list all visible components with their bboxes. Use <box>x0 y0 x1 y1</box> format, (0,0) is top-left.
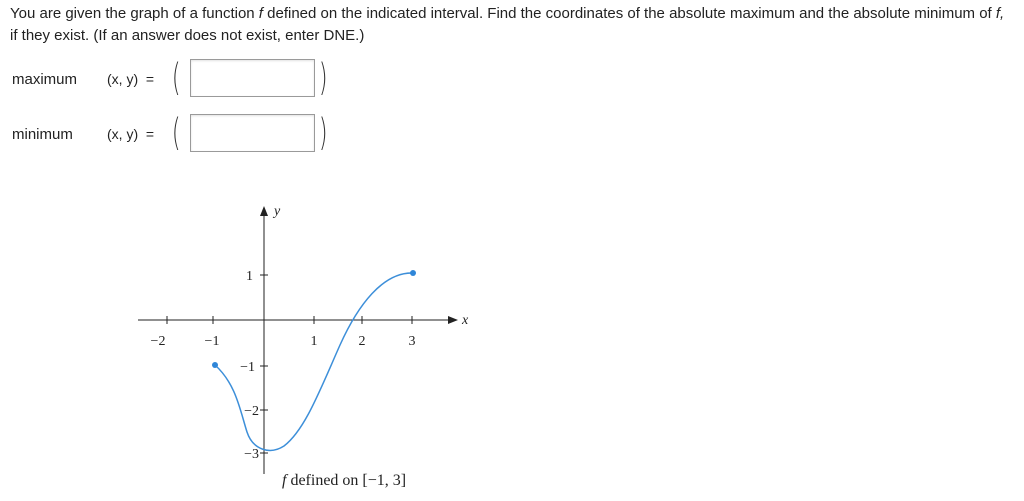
maximum-label: maximum <box>12 71 78 88</box>
question-text-part3: if they exist. (If an answer does not exist, enter DNE.) <box>10 27 365 44</box>
x-axis-arrow <box>448 316 458 324</box>
y-tick-label: 1 <box>246 269 253 284</box>
y-axis-arrow <box>260 206 268 216</box>
x-tick-label: −2 <box>150 334 166 349</box>
minimum-answer-row <box>12 113 412 159</box>
function-curve <box>215 273 413 450</box>
maximum-close-paren: ) <box>318 56 328 99</box>
x-tick-label: 3 <box>408 334 416 349</box>
function-name-f: f <box>258 5 263 22</box>
minimum-input[interactable] <box>190 114 315 152</box>
x-tick-label: −1 <box>204 334 220 349</box>
right-endpoint-dot <box>410 270 416 276</box>
graph-caption <box>282 472 406 489</box>
minimum-open-paren: ( <box>171 111 181 154</box>
caption-interval: defined on [−1, 3] <box>286 472 407 489</box>
maximum-open-paren: ( <box>171 56 181 99</box>
maximum-xy-label: (x, y) = <box>107 71 155 87</box>
maximum-input[interactable] <box>190 59 315 97</box>
y-tick-label: −1 <box>240 360 255 375</box>
minimum-label: minimum <box>12 126 73 143</box>
function-name-f-comma: f, <box>995 5 1005 22</box>
left-endpoint-dot <box>212 362 218 368</box>
y-axis-name: y <box>274 204 281 219</box>
minimum-xy-label: (x, y) = <box>107 126 155 142</box>
maximum-answer-row <box>12 58 412 104</box>
question-text <box>10 3 1010 47</box>
question-text-part1: You are given the graph of a function <box>10 5 259 22</box>
minimum-close-paren: ) <box>318 111 328 154</box>
y-tick-label: −3 <box>244 447 259 462</box>
x-axis-name: x <box>462 313 469 328</box>
question-text-part2: defined on the indicated interval. Find the coordinates of the absolute maximum and the absolute minimum of <box>262 5 996 22</box>
y-tick-label: −2 <box>244 404 259 419</box>
x-tick-label: 2 <box>358 334 366 349</box>
x-tick-label: 1 <box>310 334 318 349</box>
caption-f: f <box>282 472 287 489</box>
